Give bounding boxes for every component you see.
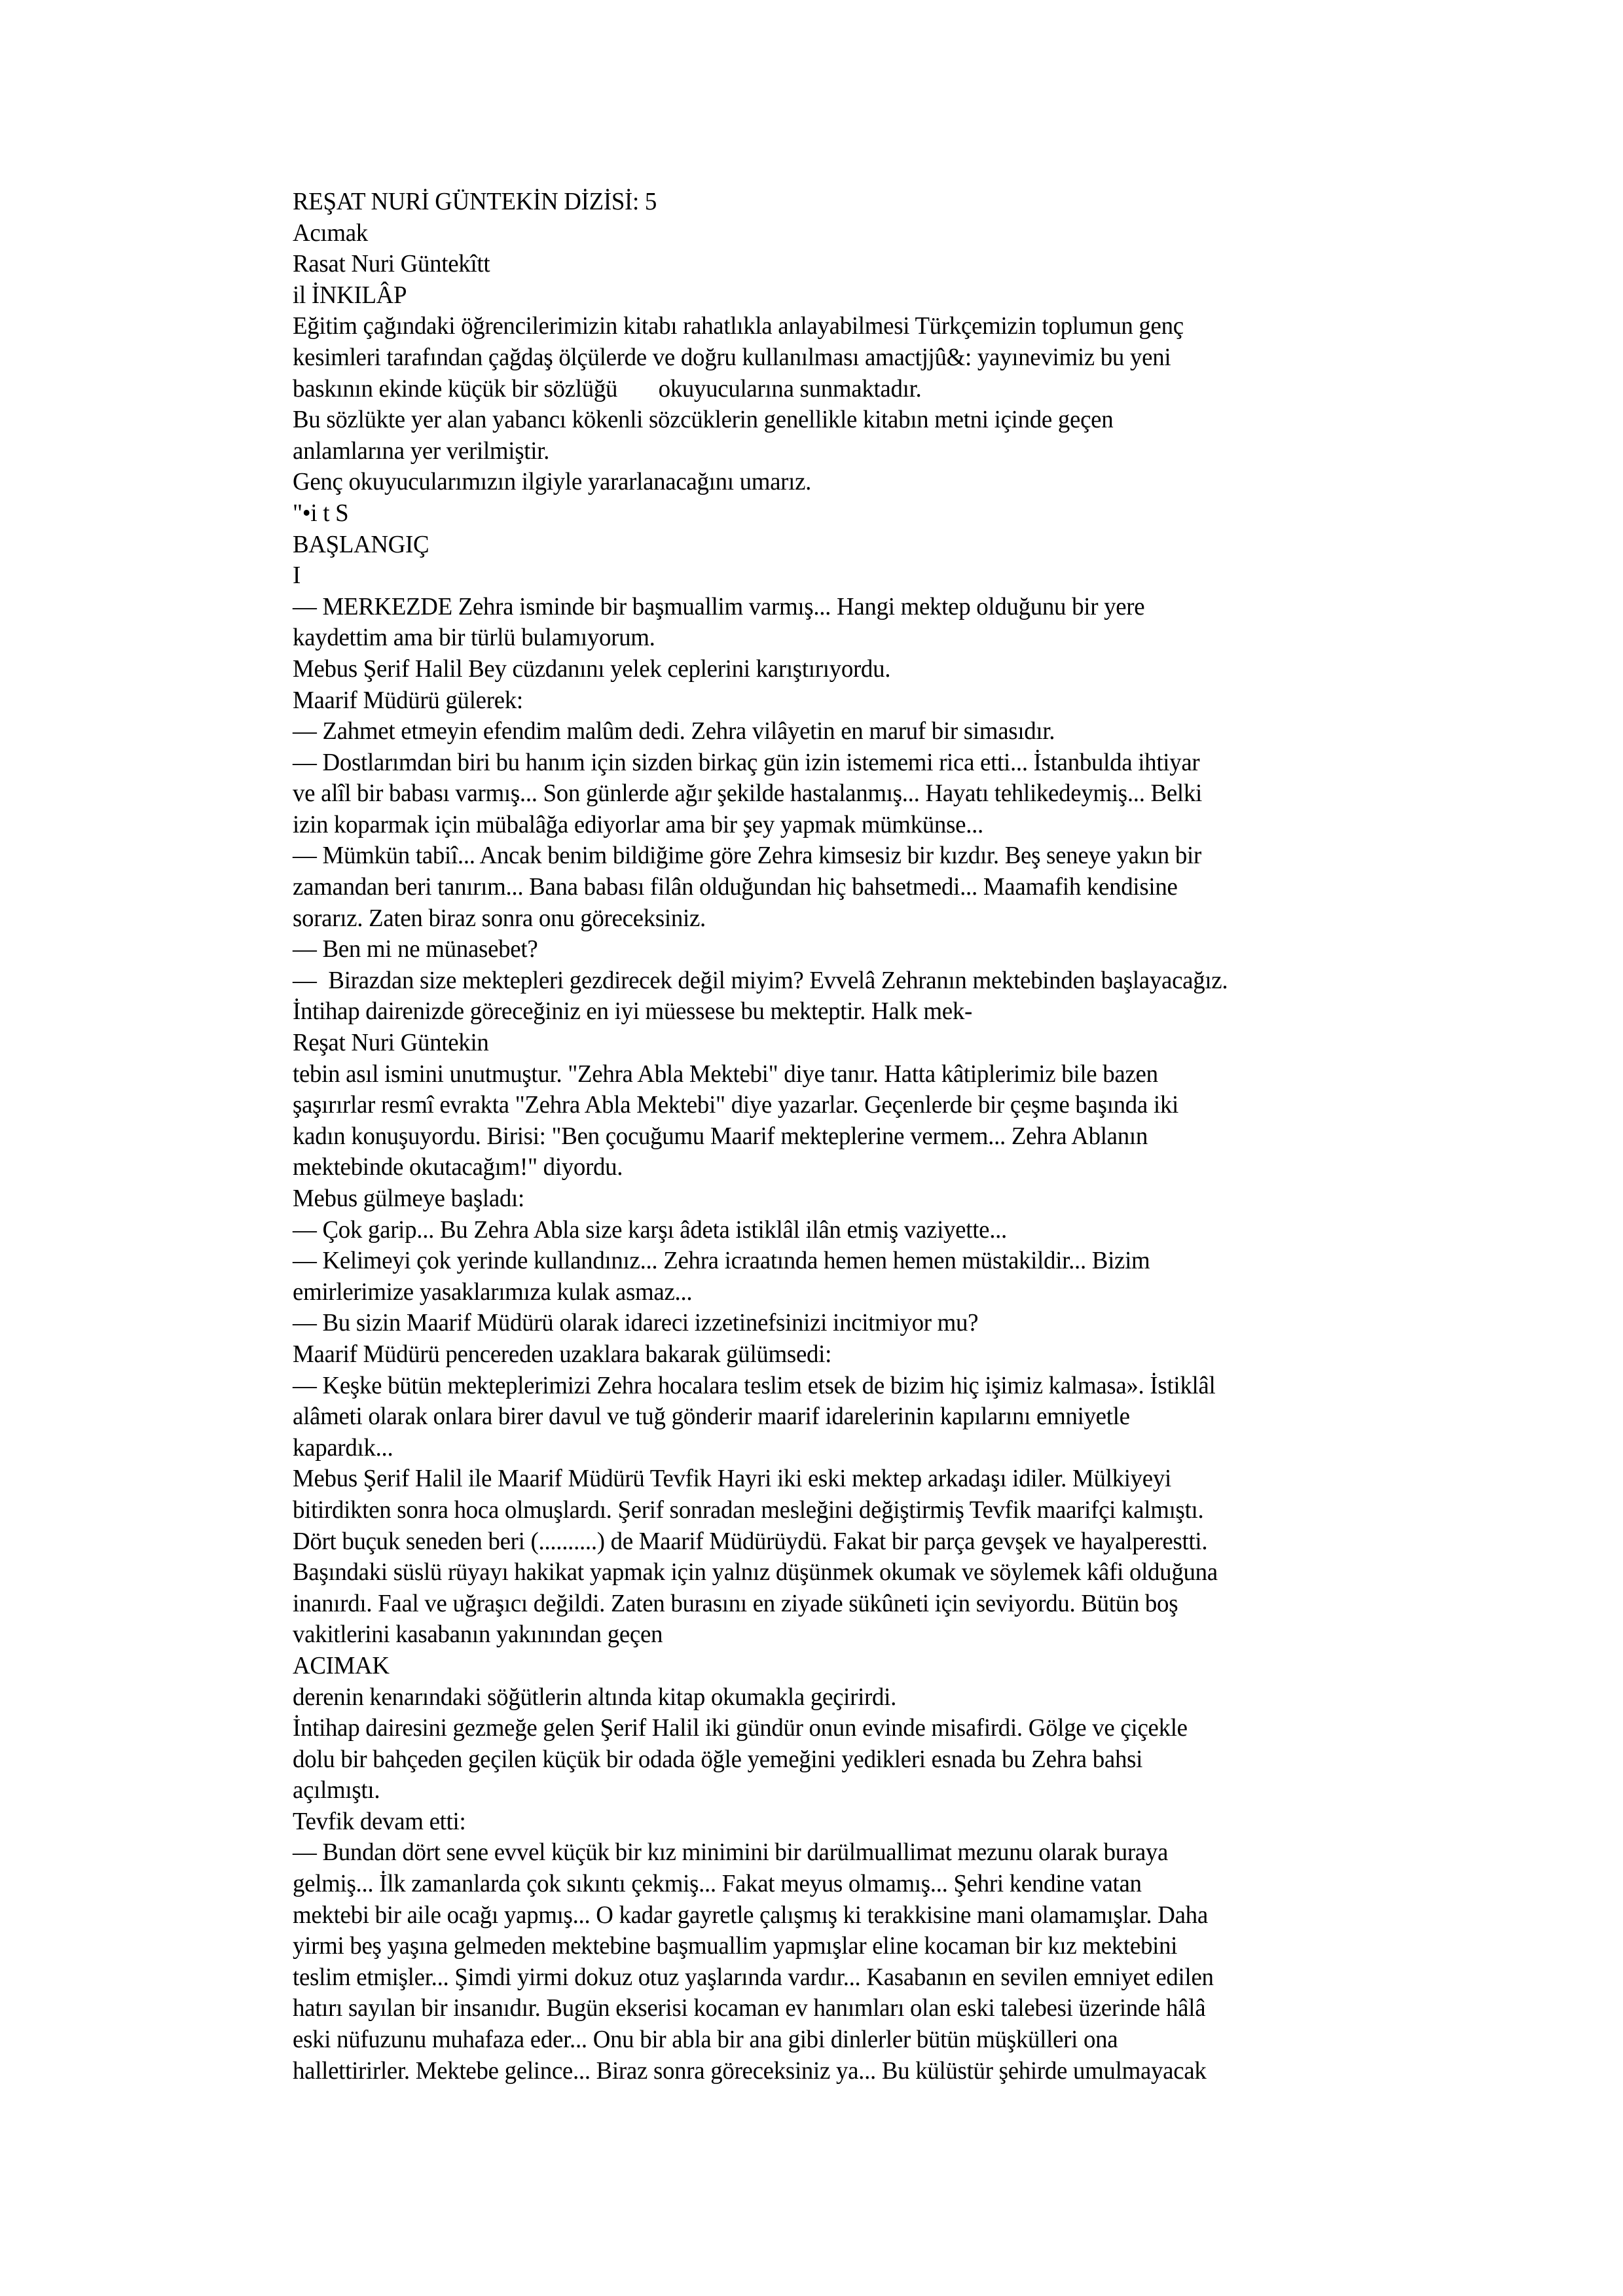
text-line: — Keşke bütün mekteplerimizi Zehra hocalara teslim etsek de bizim hiç işimiz kalmasa». İstiklâl [293,1371,1216,1399]
text-line: inanırdı. Faal ve uğraşıcı değildi. Zaten burasını en ziyade sükûneti için seviyordu. Bütün boş [293,1589,1178,1617]
text-line: — Bundan dört sene evvel küçük bir kız minimini bir darülmuallimat mezunu olarak buraya [293,1839,1169,1867]
text-line: mektebi bir aile ocağı yapmış... O kadar gayretle çalışmış ki terakkisine mani olamamışlar. Daha [293,1901,1208,1929]
text-line: alâmeti olarak onlara birer davul ve tuğ gönderir maarif idarelerinin kapılarını emniyetle [293,1403,1130,1431]
text-line: tebin asıl ismini unutmuştur. "Zehra Abla Mektebi" diye tanır. Hatta kâtiplerimiz bile bazen [293,1060,1158,1088]
text-line: I [293,562,301,590]
text-line: Acımak [293,219,368,247]
text-line: teslim etmişler... Şimdi yirmi dokuz otuz yaşlarında vardır... Kasabanın en sevilen emniyet edilen [293,1963,1214,1991]
text-line: Reşat Nuri Güntekin [293,1029,489,1057]
text-line: mektebinde okutacağım!" diyordu. [293,1153,623,1181]
text-line: vakitlerini kasabanın yakınından geçen [293,1621,663,1649]
text-line: Eğitim çağındaki öğrencilerimizin kitabı rahatlıkla anlayabilmesi Türkçemizin toplumun genç [293,312,1184,340]
text-line: kaydettim ama bir türlü bulamıyorum. [293,624,655,652]
text-line: il İNKILÂP [293,281,407,309]
text-line: Mebus gülmeye başladı: [293,1185,524,1212]
text-line: Maarif Müdürü gülerek: [293,686,523,714]
text-line: Genç okuyucularımızın ilgiyle yararlanacağını umarız. [293,468,812,496]
text-line: — Kelimeyi çok yerinde kullandınız... Zehra icraatında hemen hemen müstakildir... Bizim [293,1247,1150,1275]
text-line: anlamlarına yer verilmiştir. [293,437,550,465]
text-line: şaşırırlar resmî evrakta "Zehra Abla Mektebi" diye yazarlar. Geçenlerde bir çeşme başında iki [293,1091,1178,1119]
text-line: — MERKEZDE Zehra isminde bir başmuallim varmış... Hangi mektep olduğunu bir yere [293,592,1145,620]
text-line: Mebus Şerif Halil Bey cüzdanını yelek ceplerini karıştırıyordu. [293,655,891,683]
text-line: BAŞLANGIÇ [293,530,429,558]
text-line: Tevfik devam etti: [293,1807,466,1835]
text-line: Başındaki süslü rüyayı hakikat yapmak için yalnız düşünmek okumak ve söylemek kâfi olduğuna [293,1558,1218,1587]
text-line: açılmıştı. [293,1776,380,1804]
text-line: Rasat Nuri Güntekîtt [293,250,490,278]
text-line: Maarif Müdürü pencereden uzaklara bakarak gülümsedi: [293,1340,832,1368]
text-line: hallettirirler. Mektebe gelince... Biraz sonra göreceksiniz ya... Bu külüstür şehirde umulmayacak [293,2056,1207,2085]
page-text [293,187,1484,2087]
text-line: — Zahmet etmeyin efendim malûm dedi. Zehra vilâyetin en maruf bir simasıdır. [293,717,1055,745]
text-line: — Çok garip... Bu Zehra Abla size karşı âdeta istiklâl ilân etmiş vaziyette... [293,1215,1007,1244]
text-line: kadın konuşuyordu. Birisi: "Ben çocuğumu Maarif mekteplerine vermem... Zehra Ablanın [293,1122,1148,1150]
text-line: — Ben mi ne münasebet? [293,935,538,963]
text-line: — Mümkün tabiî... Ancak benim bildiğime göre Zehra kimsesiz bir kızdır. Beş seneye yakın bir [293,842,1201,870]
text-line: Dört buçuk seneden beri (..........) de Maarif Müdürüydü. Fakat bir parça gevşek ve hayalperestti. [293,1527,1208,1555]
text-line: hatırı sayılan bir insanıdır. Bugün ekserisi kocaman ev hanımları olan eski talebesi üzerinde hâlâ [293,1994,1206,2022]
text-line: — Dostlarımdan biri bu hanım için sizden birkaç gün izin istememi rica etti... İstanbulda ihtiyar [293,748,1200,776]
text-line: baskının ekinde küçük bir sözlüğü okuyucularına sunmaktadır. [293,374,922,403]
text-line: sorarız. Zaten biraz sonra onu göreceksiniz. [293,904,706,932]
text-line: — Birazdan size mektepleri gezdirecek değil miyim? Evvelâ Zehranın mektebinden başlayacağız. [293,966,1228,994]
text-line: emirlerimize yasaklarımıza kulak asmaz... [293,1278,693,1306]
text-line: Mebus Şerif Halil ile Maarif Müdürü Tevfik Hayri iki eski mektep arkadaşı idiler. Mülkiyeyi [293,1465,1171,1493]
text-line: dolu bir bahçeden geçilen küçük bir odada öğle yemeğini yedikleri esnada bu Zehra bahsi [293,1745,1143,1773]
text-line: derenin kenarındaki söğütlerin altında kitap okumakla geçirirdi. [293,1683,897,1711]
text-line: — Bu sizin Maarif Müdürü olarak idareci izzetinefsinizi incitmiyor mu? [293,1309,979,1337]
text-line: ACIMAK [293,1651,390,1679]
text-line: kesimleri tarafından çağdaş ölçülerde ve doğru kullanılması amactjjû&: yayınevimiz bu yeni [293,343,1171,371]
text-line: İntihap dairenizde göreceğiniz en iyi müessese bu mekteptir. Halk mek- [293,997,972,1026]
text-line: gelmiş... İlk zamanlarda çok sıkıntı çekmiş... Fakat meyus olmamış... Şehri kendine vatan [293,1870,1142,1898]
text-line: eski nüfuzunu muhafaza eder... Onu bir abla bir ana gibi dinlerler bütün müşkülleri ona [293,2026,1118,2054]
text-line: zamandan beri tanırım... Bana babası filân olduğundan hiç bahsetmedi... Maamafih kendisine [293,873,1178,901]
text-line: bitirdikten sonra hoca olmuşlardı. Şerif sonradan mesleğini değiştirmiş Tevfik maarifçi kalmıştı. [293,1496,1204,1524]
text-line: "•i t S [293,499,349,527]
text-line: İntihap dairesini gezmeğe gelen Şerif Halil iki gündür onun evinde misafirdi. Gölge ve çiçekle [293,1714,1188,1742]
text-line: izin koparmak için mübalâğa ediyorlar ama bir şey yapmak mümkünse... [293,810,983,838]
text-line: Bu sözlükte yer alan yabancı kökenli sözcüklerin genellikle kitabın metni içinde geçen [293,406,1114,434]
text-line: ve alîl bir babası varmış... Son günlerde ağır şekilde hastalanmış... Hayatı tehlikedeymiş... Belki [293,780,1202,808]
text-line: kapardık... [293,1433,393,1462]
text-line: yirmi beş yaşına gelmeden mektebine başmuallim yapmışlar eline kocaman bir kız mektebini [293,1932,1178,1960]
text-line: REŞAT NURİ GÜNTEKİN DİZİSİ: 5 [293,188,657,215]
